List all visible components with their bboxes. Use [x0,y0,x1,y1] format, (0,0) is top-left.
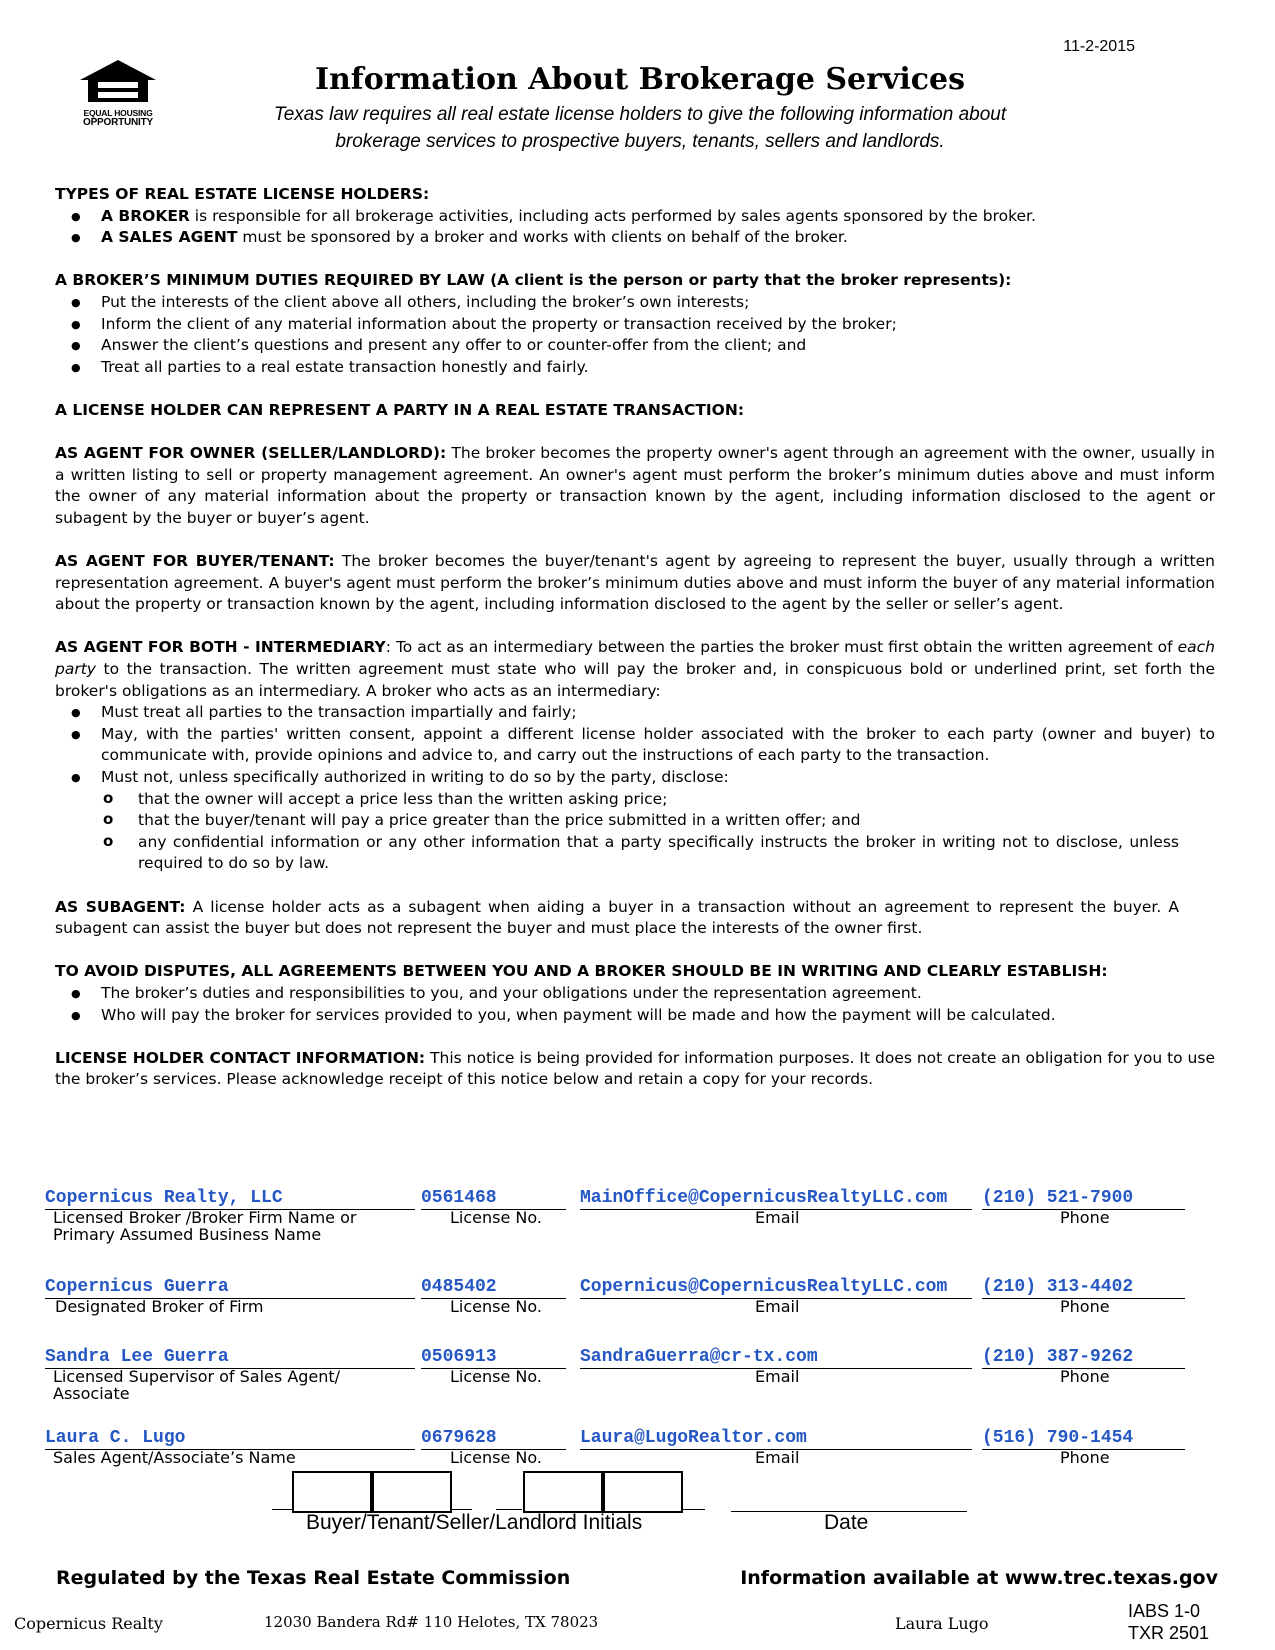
regulated-text: Regulated by the Texas Real Estate Commission [56,1567,571,1589]
buyer-text: The broker becomes the buyer/tenant's agent by agreeing to represent the buyer, usually through a written representation agreement. A buyer's agent must perform the broker’s minimum duties above and must inform the buyer of any material information about the property or transaction known by the agent, including information disclosed to the agent by the seller or seller’s agent. [55,552,1215,614]
list-item: ● The broker’s duties and responsibilities to you, and your obligations under the representation agreement. [55,983,1215,1005]
agent-license-field[interactable] [421,1427,566,1450]
section-contact [55,1048,1215,1091]
agent-email-field[interactable] [580,1427,972,1450]
list-item: ● Put the interests of the client above all others, including the broker’s own interests; [55,292,1215,314]
initials-line-right [683,1509,705,1510]
list-item [55,227,1215,249]
supervisor-name-label: Licensed Supervisor of Sales Agent/ Associate [53,1367,341,1403]
broker-phone-value: (210) 521-7900 [982,1188,1134,1208]
page-title: Information About Brokerage Services [314,62,966,97]
footer-company: Copernicus Realty [14,1614,163,1633]
list-item: ● Answer the client’s questions and present any offer to or counter-offer from the client; and [55,335,1215,357]
email-label: Email [755,1367,800,1386]
designated-email-value: Copernicus@CopernicusRealtyLLC.com [580,1277,948,1297]
subtitle-line-2: brokerage services to prospective buyers, tenants, sellers and landlords. [335,131,945,152]
broker-term: A BROKER [101,206,190,225]
supervisor-license-field[interactable] [421,1346,566,1369]
email-label: Email [755,1208,800,1227]
license-label: License No. [450,1367,542,1386]
represent-heading: A LICENSE HOLDER CAN REPRESENT A PARTY IN A REAL ESTATE TRANSACTION: [55,400,745,419]
subagent-text: A license holder acts as a subagent when aiding a buyer in a transaction without an agreement to represent the buyer. A subagent can assist the buyer but does not represent the buyer and must place the interests of the owner first. [55,897,1179,938]
initials-box-4[interactable] [603,1471,683,1513]
disputes-heading: TO AVOID DISPUTES, ALL AGREEMENTS BETWEEN YOU AND A BROKER SHOULD BE IN WRITING AND CLEARLY ESTABLISH: [55,962,1108,981]
broker-license-field[interactable] [421,1187,566,1210]
subagent-heading: AS SUBAGENT: [55,897,186,916]
designated-name-field[interactable] [45,1276,415,1299]
sales-agent-term: A SALES AGENT [101,228,238,247]
info-link[interactable]: Information available at www.trec.texas.gov [740,1567,1218,1589]
logo-text-line-2: OPPORTUNITY [82,117,154,128]
initials-label: Buyer/Tenant/Seller/Landlord Initials [306,1511,643,1534]
buyer-heading: AS AGENT FOR BUYER/TENANT: [55,552,335,571]
section-represent [55,400,1215,422]
supervisor-email-value: SandraGuerra@cr-tx.com [580,1347,818,1367]
section-intermediary [55,637,1215,875]
section-buyer [55,551,1215,616]
equal-housing-logo [76,58,160,127]
list-item: ● Must treat all parties to the transaction impartially and fairly; [55,702,1215,724]
list-item: ● Who will pay the broker for services provided to you, when payment will be made and how the payment will be calculated. [55,1005,1215,1027]
initials-box-3[interactable] [523,1471,603,1513]
license-label: License No. [450,1297,542,1316]
form-identifier [1128,1600,1209,1644]
supervisor-phone-field[interactable] [982,1346,1185,1369]
agent-email-value: Laura@LugoRealtor.com [580,1428,807,1448]
owner-heading: AS AGENT FOR OWNER (SELLER/LANDLORD): [55,444,447,463]
agent-phone-field[interactable] [982,1427,1185,1450]
section-owner [55,443,1215,529]
sub-list-item: o any confidential information or any other information that a party specifically instructs the broker in writing not to disclose, unless required to do so by law. [55,832,1215,875]
contact-text: This notice is being provided for information purposes. It does not create an obligation for you to use the broker’s services. Please acknowledge receipt of this notice below and retain a copy for your records. [55,1048,1215,1089]
sales-agent-def: must be sponsored by a broker and works with clients on behalf of the broker. [237,228,848,247]
agent-phone-value: (516) 790-1454 [982,1428,1134,1448]
agent-name-label: Sales Agent/Associate’s Name [53,1448,296,1467]
list-item: ● Inform the client of any material information about the property or transaction received by the broker; [55,314,1215,336]
supervisor-license-value: 0506913 [421,1347,497,1367]
form-code: TXR 2501 [1128,1623,1210,1643]
license-label: License No. [450,1448,542,1467]
designated-phone-field[interactable] [982,1276,1185,1299]
broker-phone-field[interactable] [982,1187,1185,1210]
intermediary-text-a: : To act as an intermediary between the parties the broker must first obtain the written agreement of [385,638,1178,657]
supervisor-email-field[interactable] [580,1346,972,1369]
agent-name-field[interactable] [45,1427,415,1450]
email-label: Email [755,1297,800,1316]
list-item [55,206,1215,228]
broker-name-value: Copernicus Realty, LLC [45,1188,283,1208]
owner-text: The broker becomes the property owner's agent through an agreement with the owner, usually in a written listing to sell or property management agreement. An owner's agent must perform the broker’s minimum duties above and must inform the owner of any material information about the property or transaction known by the agent, including information disclosed to the agent or subagent by the buyer or buyer’s agent. [55,444,1215,527]
footer-agent: Laura Lugo [895,1614,989,1633]
initials-box-1[interactable] [292,1471,372,1513]
supervisor-name-field[interactable] [45,1346,415,1369]
page-subtitle [215,101,1065,155]
initials-line-mid2 [496,1509,522,1510]
section-duties [55,270,1215,378]
designated-phone-value: (210) 313-4402 [982,1277,1134,1297]
agent-license-value: 0679628 [421,1428,497,1448]
section-subagent [55,897,1215,940]
footer-address: 12030 Bandera Rd# 110 Helotes, TX 78023 [264,1613,599,1631]
phone-label: Phone [1060,1448,1110,1467]
broker-name-label: Licensed Broker /Broker Firm Name or Primary Assumed Business Name [53,1208,357,1244]
contact-heading: LICENSE HOLDER CONTACT INFORMATION: [55,1048,426,1067]
license-label: License No. [450,1208,542,1227]
sub-list-item: o that the buyer/tenant will pay a price greater than the price submitted in a written offer; and [55,810,1215,832]
supervisor-name-value: Sandra Lee Guerra [45,1347,229,1367]
broker-email-field[interactable] [580,1187,972,1210]
equal-housing-icon [76,58,160,102]
agent-name-value: Laura C. Lugo [45,1428,186,1448]
broker-license-value: 0561468 [421,1188,497,1208]
initials-line-mid [452,1509,472,1510]
phone-label: Phone [1060,1367,1110,1386]
intermediary-heading: AS AGENT FOR BOTH - INTERMEDIARY [55,638,386,657]
supervisor-phone-value: (210) 387-9262 [982,1347,1134,1367]
broker-email-value: MainOffice@CopernicusRealtyLLC.com [580,1188,948,1208]
phone-label: Phone [1060,1208,1110,1227]
form-date: 11-2-2015 [1063,38,1135,55]
designated-name-value: Copernicus Guerra [45,1277,229,1297]
designated-license-field[interactable] [421,1276,566,1299]
initials-line-left [272,1509,292,1510]
intermediary-text-b: to the transaction. The written agreement must state who will pay the broker and, in conspicuous bold or underlined print, set forth the broker's obligations as an intermediary. A broker who acts as an intermediary: [55,660,1215,700]
designated-name-label: Designated Broker of Firm [55,1297,264,1316]
broker-name-field[interactable] [45,1187,415,1210]
date-label: Date [824,1511,869,1534]
list-item: ● Treat all parties to a real estate transaction honestly and fairly. [55,357,1215,379]
form-id: IABS 1-0 [1128,1601,1201,1621]
initials-box-2[interactable] [372,1471,452,1513]
broker-def: is responsible for all brokerage activities, including acts performed by sales agents sponsored by the broker. [189,206,1036,225]
phone-label: Phone [1060,1297,1110,1316]
subtitle-line-1: Texas law requires all real estate license holders to give the following information about [273,104,1007,125]
email-label: Email [755,1448,800,1467]
list-item: ● Must not, unless specifically authorized in writing to do so by the party, disclose: [55,767,1215,789]
designated-license-value: 0485402 [421,1277,497,1297]
designated-email-field[interactable] [580,1276,972,1299]
list-item: ● May, with the parties' written consent, appoint a different license holder associated with the broker to each party (owner and buyer) to communicate with, provide opinions and advice to, and carry out the instructions of each party to the transaction. [55,724,1215,767]
intermediary-text-italic: each party [55,638,1215,679]
logo-text-line-1: EQUAL HOUSING [83,108,153,118]
document-body [55,184,1215,1113]
types-heading: TYPES OF REAL ESTATE LICENSE HOLDERS: [55,185,430,203]
sub-list-item: o that the owner will accept a price less than the written asking price; [55,789,1215,811]
duties-heading: A BROKER’S MINIMUM DUTIES REQUIRED BY LAW (A client is the person or party that the broker represents): [55,271,1012,290]
section-disputes [55,961,1215,1026]
section-types [55,184,1215,249]
